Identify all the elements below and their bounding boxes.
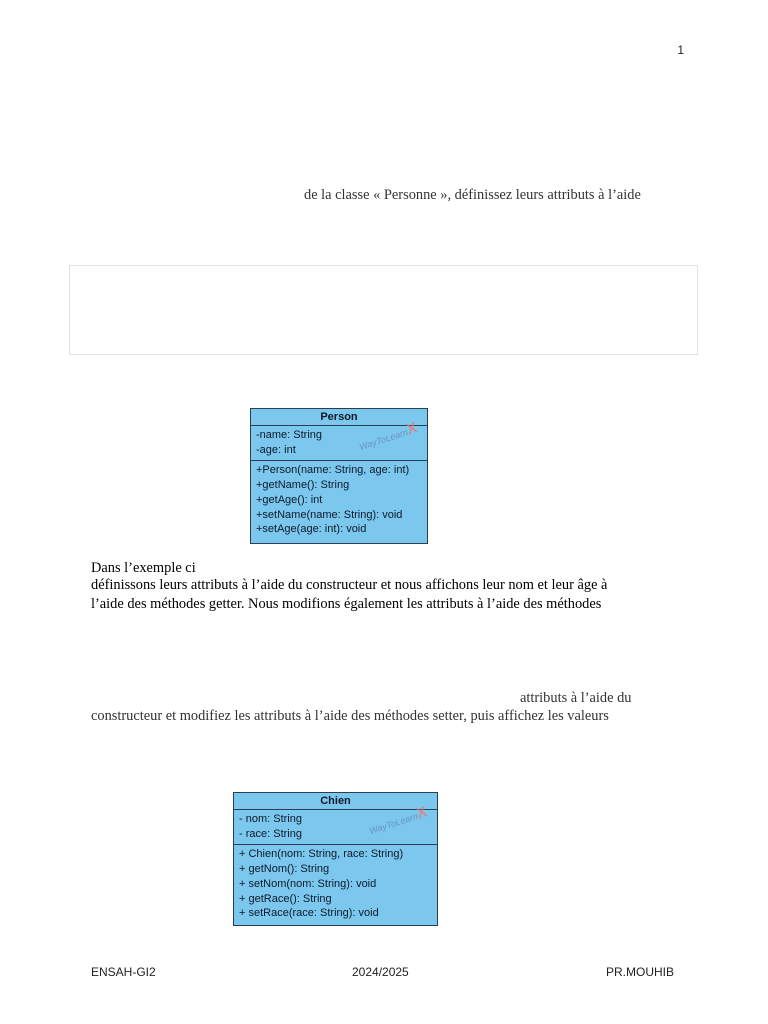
- uml-method: + setNom(nom: String): void: [239, 877, 377, 890]
- uml-attribute: -name: String: [256, 429, 323, 441]
- uml-methods: [234, 845, 437, 924]
- uml-attributes: [234, 803, 437, 845]
- uml-attribute: - nom: String: [239, 813, 302, 825]
- footer-center: 2024/2025: [352, 965, 409, 979]
- uml-method: +getName(): String: [256, 479, 350, 492]
- uml-class-person: [250, 408, 428, 544]
- body-text-line: constructeur et modifiez les attributs à l’aide des méthodes setter, puis affichez les valeurs: [91, 708, 609, 724]
- body-text-line: attributs à l’aide du: [520, 690, 632, 706]
- uml-class-title: Person: [251, 409, 427, 426]
- watermark-logo: WayToLearnX: [368, 803, 430, 837]
- footer-right: PR.MOUHIB: [606, 965, 675, 979]
- code-block: [69, 265, 698, 355]
- footer-left: ENSAH-GI2: [91, 965, 156, 979]
- uml-attribute: -age: int: [256, 443, 296, 456]
- uml-method: +setName(name: String): void: [256, 508, 403, 521]
- page-number: 1: [677, 43, 684, 57]
- body-text-line: de la classe « Personne », définissez leurs attributs à l’aide: [304, 187, 641, 203]
- uml-attribute: - race: String: [239, 827, 302, 840]
- uml-method: +Person(name: String, age: int): [256, 464, 410, 477]
- uml-class-title: Chien: [234, 793, 437, 810]
- uml-method: + getNom(): String: [239, 863, 330, 876]
- uml-method: +setAge(age: int): void: [256, 523, 367, 536]
- watermark-logo: WayToLearnX: [358, 419, 420, 453]
- uml-method: + setRace(race: String): void: [239, 907, 379, 920]
- body-text-line: Dans l’exemple ci: [91, 560, 196, 576]
- uml-method: +getAge(): int: [256, 493, 323, 506]
- body-text-line: définissons leurs attributs à l’aide du constructeur et nous affichons leur nom et leur âge à: [91, 577, 608, 593]
- uml-attributes: [251, 419, 427, 461]
- body-text-line: l’aide des méthodes getter. Nous modifions également les attributs à l’aide des méthodes: [91, 596, 602, 612]
- uml-class-chien: [233, 792, 438, 926]
- uml-methods: [251, 461, 427, 540]
- uml-method: + getRace(): String: [239, 892, 332, 905]
- uml-method: + Chien(nom: String, race: String): [239, 848, 404, 861]
